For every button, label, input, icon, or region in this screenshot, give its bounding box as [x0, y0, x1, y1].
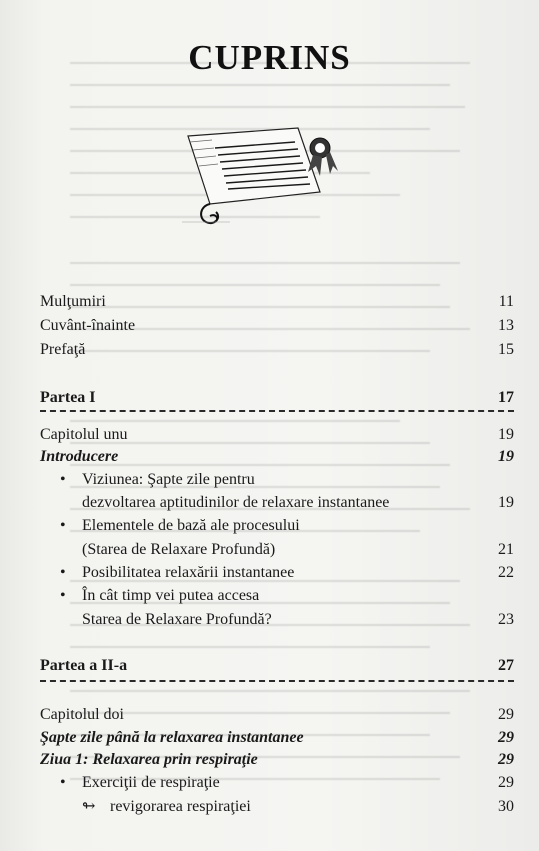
toc-entry-viziunea-line2[interactable] [40, 493, 514, 513]
bullet-icon: • [60, 471, 66, 488]
toc-page-number: 19 [498, 448, 514, 465]
toc-entry-label: dezvoltarea aptitudinilor de relaxare instantanee [82, 494, 390, 511]
toc-entry-label: Şapte zile până la relaxarea instantanee [40, 729, 304, 746]
toc-page-number: 21 [498, 541, 514, 558]
toc-part-label: Partea a II-a [40, 657, 128, 674]
toc-entry-label: revigorarea respiraţiei [110, 798, 251, 815]
toc-entry-label: Prefaţă [40, 341, 86, 358]
toc-entry-label: Capitolul doi [40, 706, 124, 723]
toc-page-number: 23 [498, 611, 514, 628]
toc-entry-exercitii[interactable] [40, 773, 514, 793]
dashed-divider [40, 680, 514, 682]
toc-page-number: 29 [498, 751, 514, 768]
toc-page-number: 29 [498, 729, 514, 746]
toc-entry-label: Elementele de bază ale procesului [82, 517, 300, 534]
toc-page-number: 15 [498, 341, 514, 358]
toc-entry-prefata[interactable] [40, 340, 514, 360]
toc-entry-incat-line2[interactable] [40, 610, 514, 630]
toc-page-number: 29 [498, 706, 514, 723]
arrow-icon: ↬ [82, 798, 96, 815]
toc-entry-label: În cât timp vei putea accesa [82, 587, 260, 604]
toc-page-number: 27 [498, 657, 514, 674]
toc-page-number: 17 [498, 389, 514, 406]
bullet-icon: • [60, 587, 66, 604]
toc-entry-label: Capitolul unu [40, 426, 128, 443]
bullet-icon: • [60, 564, 66, 581]
toc-entry-ziua-1[interactable] [40, 750, 514, 770]
toc-entry-label: Ziua 1: Relaxarea prin respiraţie [40, 751, 258, 768]
bullet-icon: • [60, 517, 66, 534]
toc-entry-label: Starea de Relaxare Profundă? [82, 611, 272, 628]
toc-page-number: 11 [498, 293, 514, 310]
page-title: CUPRINS [188, 38, 351, 77]
toc-entry-viziunea-line1[interactable] [40, 470, 514, 490]
toc-entry-label: Posibilitatea relaxării instantanee [82, 564, 295, 581]
toc-entry-revigorarea[interactable] [40, 797, 514, 817]
toc-entry-sapte-zile[interactable] [40, 728, 514, 748]
toc-entry-multumiri[interactable] [40, 292, 514, 312]
toc-entry-introducere[interactable] [40, 447, 514, 467]
toc-entry-cuvant-inainte[interactable] [40, 316, 514, 336]
toc-entry-label: Cuvânt-înainte [40, 317, 136, 334]
toc-entry-capitolul-doi[interactable] [40, 705, 514, 725]
toc-entry-label: Viziunea: Şapte zile pentru [82, 471, 255, 488]
toc-entry-label: Introducere [40, 448, 119, 465]
toc-entry-partea-1[interactable] [40, 388, 514, 408]
toc-page-number: 19 [498, 494, 514, 511]
bullet-icon: • [60, 774, 66, 791]
toc-page-number: 29 [498, 774, 514, 791]
toc-entry-elemente-line1[interactable] [40, 516, 514, 536]
toc-entry-posibilitatea[interactable] [40, 563, 514, 583]
scroll-certificate-icon [170, 122, 345, 232]
toc-entry-label: Exerciţii de respiraţie [82, 774, 220, 791]
dashed-divider [40, 410, 514, 412]
toc-page-number: 30 [498, 798, 514, 815]
toc-part-label: Partea I [40, 389, 96, 406]
toc-entry-elemente-line2[interactable] [40, 540, 514, 560]
toc-entry-label: (Starea de Relaxare Profundă) [82, 541, 276, 558]
toc-entry-label: Mulţumiri [40, 293, 106, 310]
toc-page-number: 19 [498, 426, 514, 443]
toc-entry-incat-line1[interactable] [40, 586, 514, 606]
toc-page-number: 13 [498, 317, 514, 334]
toc-entry-partea-2[interactable] [40, 656, 514, 676]
toc-page-number: 22 [498, 564, 514, 581]
toc-entry-capitolul-unu[interactable] [40, 425, 514, 445]
